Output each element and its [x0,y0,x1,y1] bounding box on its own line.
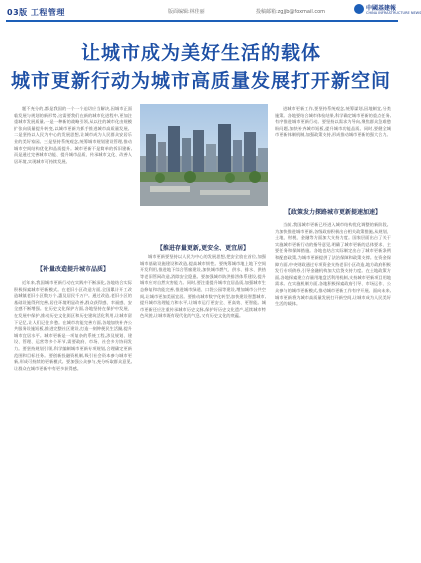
section-heading-1: 【补量改造提升城市品质】 [36,266,109,273]
newspaper-logo [354,3,421,18]
logo-name: 中國基建報 [366,5,397,12]
section-heading-2: 【推进存量更新,更安全、更宜居】 [156,245,250,252]
paragraph: 近年来,我国城市更新行动在实践中不断深化,各地结合实际积极探索城市更新模式。在老旧小区改造方面,全国累计开工改造城镇老旧小区数万个,惠及居民千万户。通过改造,老旧小区的基础设施得到完善,居住环境明显改善,群众获得感、幸福感、安全感不断增强。在历史文化保护方面,各地坚持在保护中发展、在发展中保护,推动历史文化街区和历史建筑活化利用,让城市留下记忆,让人们记住乡愁。在城市功能完善方面,各地加快补齐公共服务设施短板,推进完整社区建设,打造一刻钟便民生活圈,提升城市宜居水平。城市更新是一项复杂的系统工程,涉及规划、建设、管理、运营等多个环节,需要政府、市场、社会多方协同发力。要坚持规划引领,科学编制城市更新专项规划,合理确定更新范围和目标任务。要创新投融资机制,吸引社会资本参与城市更新,形成可持续的更新模式。要加强公众参与,充分听取群众意见,让群众在城市更新中有更多获得感。 [14,280,132,371]
column-2-body [140,254,266,558]
page-header [0,0,421,22]
logo-mark-icon [354,4,364,14]
paragraph: 当前,我国城市更新已经进入城市结构优化调整的新阶段。为加快推进城市更新,各级政府积极出台相关政策措施,从规划、土地、财税、金融等方面加大支持力度。国家层面出台了关于实施城市更新行动的指导意见,明确了城市更新的总体要求、主要任务和保障措施。各地也结合实际制定出台了城市更新条例和配套政策,为城市更新提供了法治保障和政策支撑。在资金保障方面,中央财政通过专项资金支持老旧小区改造,地方政府积极发行专项债券,引导金融机构加大信贷支持力度。在土地政策方面,各地探索建立存量用地盘活利用机制,支持城市更新项目用地需求。在实施机制方面,各地积极探索政府引导、市场运作、公众参与的城市更新模式,推动城市更新工作有序开展。面向未来,城市更新将为城市高质量发展打开新空间,让城市成为人民美好生活的载体。 [275,222,391,307]
column-1-body [14,280,132,558]
city-skyline-photo [140,104,268,206]
article-title: 让城市成为美好生活的载体 [80,42,321,64]
paragraph: 进城市更新工作,要坚持系统观念,统筹谋划,因地制宜,分类施策。各地要结合城市体检结果,科学确定城市更新的重点任务,有序推进城市更新行动。要坚持以需求为导向,聚焦群众急难愁盼问题,加快补齐城市短板,提升城市功能品质。同时,要健全城市更新体制机制,加强政策支持,形成推动城市更新的强大合力。 [275,106,391,138]
column-1-intro [14,106,132,236]
logo-english: CHINA INFRASTRUCTURE NEWS [366,11,421,15]
article-subtitle: 城市更新行动为城市高质量发展打开新空间 [10,70,391,92]
header-rule [6,20,398,22]
section-label: 03版 工程管理 [7,8,65,17]
column-3-intro [275,106,391,196]
column-3-body [275,222,391,558]
paragraph: 题不充分的,都是我国的一个一个迫切应当解决,因城市正面临发展与规划的新形势,这需要我们在新的城市化进程中,更加注重城市发展质量,一是一种新的战略引领,从以往的城市化由规模扩张向质量提升转变,以城市更新为抓手推进城市高质量发展。二是坚持以人民为中心的发展思想,让城市成为人民群众安居乐业的美好家园。三是坚持系统观念,统筹城市规划建设管理,推动城市空间结构优化和品质提升。城市更新不是简单的拆旧建新,而是通过完善城市功能、提升城市品质、传承城市文化、改善人居环境,实现城市可持续发展。 [14,106,132,164]
photo-image [140,104,268,206]
section-heading-3: 【政策发力探路城市更新提速加速】 [284,209,381,216]
editor-credit: 版面编辑:林佳丽 [168,9,205,15]
paragraph: 城市更新要坚持以人民为中心的发展思想,把安全放在首位,加强城市基础设施建设和改造,提高城市韧性。要统筹城市地上地下空间开发利用,推进地下综合管廊建设,加快城市燃气、供水、排水、供热等老旧管网改造,消除安全隐患。要加强城市防洪排涝体系建设,提升城市应对自然灾害能力。同时,要注重提升城市宜居品质,加强城市生态修复和功能完善,推进城市绿道、口袋公园等建设,增加城市公共空间,让城市更加美丽宜居。要推动城市数字化转型,加快建设智慧城市,提升城市治理能力和水平,让城市运行更安全、更高效、更智能。城市更新还应注重传承城市历史文脉,保护好历史文化遗产,延续城市特色风貌,让城市既有现代化的气息,又有历史文化的底蕴。 [140,254,266,319]
submission-email[interactable]: 投稿邮箱:zgjjb@foxmail.com [256,9,326,15]
